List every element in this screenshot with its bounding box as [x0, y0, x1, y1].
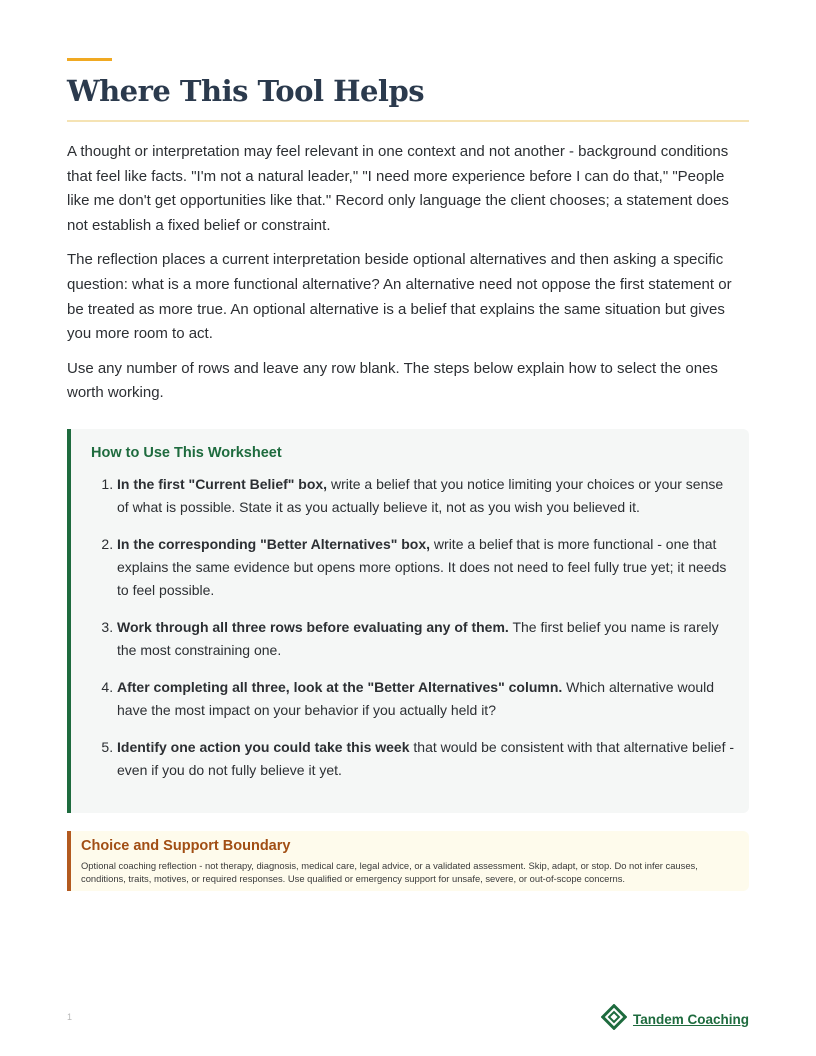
brand-logo — [601, 1004, 749, 1035]
step-1 — [117, 473, 737, 519]
how-to-heading: How to Use This Worksheet — [91, 445, 282, 461]
intro-paragraph-2: The reflection places a current interpretation beside optional alternatives and then asking a specific question: what is a more functional alternative? An alternative need not oppose the first statement or be treated as more true. An optional alternative is a belief that explains the same situation but gives you more room to act. — [67, 251, 732, 343]
step-4-text: Which alternative would have the most impact on your behavior if you actually held it? — [117, 679, 715, 718]
how-to-panel — [67, 429, 749, 813]
step-2-lead: In the corresponding "Better Alternatives" box, — [117, 536, 431, 552]
step-5 — [117, 736, 737, 782]
step-4 — [117, 676, 737, 722]
step-5-text: that would be consistent with that alternative belief - even if you do not fully believe it yet. — [117, 739, 735, 778]
page-number: 1 — [67, 1012, 73, 1022]
step-4-lead: After completing all three, look at the "Better Alternatives" column. — [117, 679, 563, 695]
title-accent-bar — [67, 58, 112, 61]
step-3-lead: Work through all three rows before evaluating any of them. — [117, 619, 509, 635]
step-3 — [117, 616, 737, 662]
step-1-lead: In the first "Current Belief" box, — [117, 476, 328, 492]
support-boundary-callout — [67, 831, 749, 891]
intro-paragraph-3: Use any number of rows and leave any row blank. The steps below explain how to select the ones worth working. — [67, 359, 718, 402]
brand-name: Tandem Coaching — [632, 1012, 749, 1027]
title-divider — [67, 120, 749, 122]
how-to-steps — [113, 473, 737, 796]
intro-section — [67, 140, 751, 416]
step-5-lead: Identify one action you could take this week — [117, 739, 410, 755]
diamond-logo-icon — [601, 1004, 627, 1035]
step-1-text: write a belief that you notice limiting your choices or your sense of what is possible. State it as you actually believe it, not as you wish you believed it. — [117, 476, 724, 515]
step-3-text: The first belief you name is rarely the most constraining one. — [117, 619, 719, 658]
boundary-heading: Choice and Support Boundary — [81, 838, 291, 854]
step-2 — [117, 533, 737, 602]
boundary-text: Optional coaching reflection - not therapy, diagnosis, medical care, legal advice, or a validated assessment. Skip, adapt, or stop. Do not infer causes, conditions, traits, motives, or required responses. Use qualified or emergency support for unsafe, severe, or out-of-scope concerns. — [81, 860, 698, 884]
step-2-text: write a belief that is more functional - one that explains the same evidence but opens more options. It does not need to feel fully true yet; it needs to feel possible. — [117, 536, 727, 598]
intro-paragraph-1: A thought or interpretation may feel relevant in one context and not another - background conditions that feel like facts. "I'm not a natural leader," "I need more experience before I can do that," "People like me don't get opportunities like that." Record only language the client chooses; a statement does not establish a fixed belief or constraint. — [67, 143, 729, 234]
page-title: Where This Tool Helps — [67, 74, 425, 108]
